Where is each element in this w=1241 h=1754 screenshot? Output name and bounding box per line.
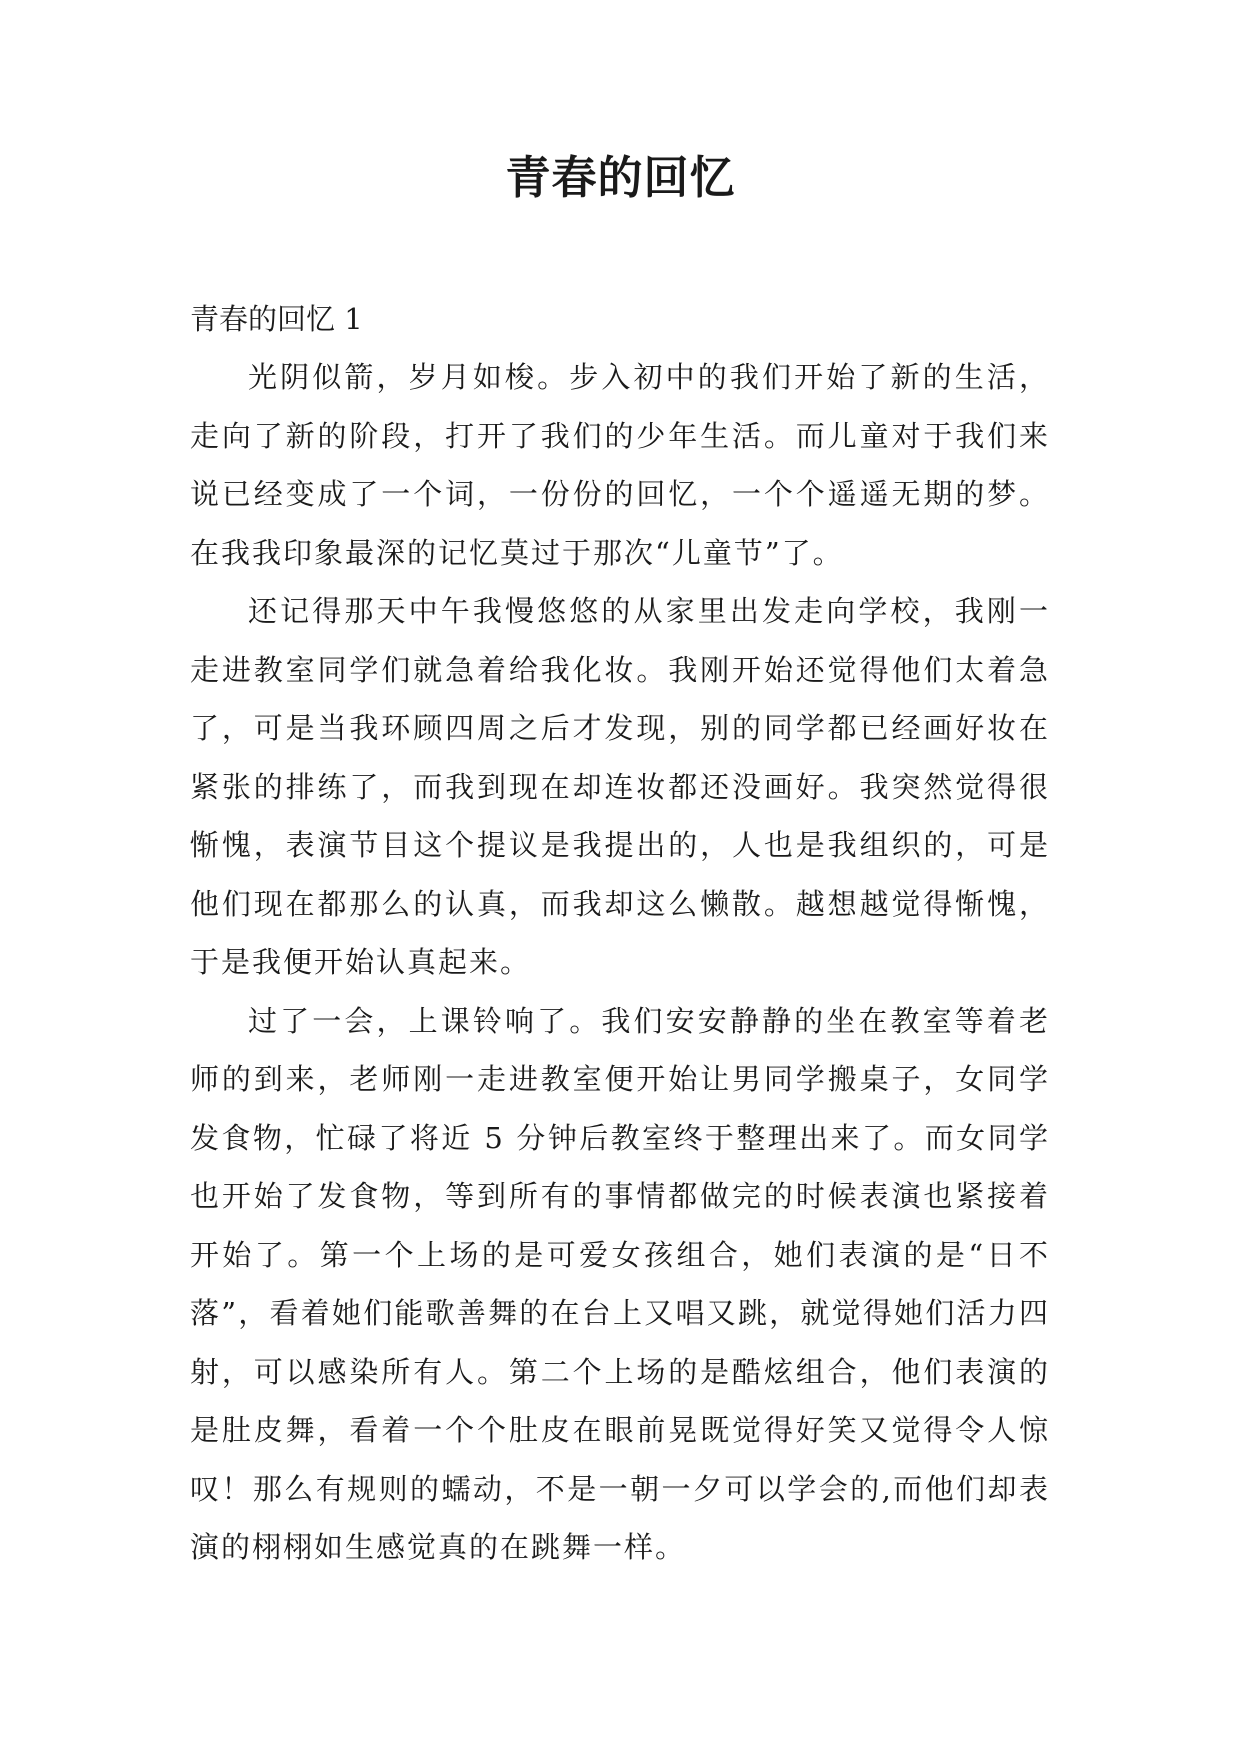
paragraph-2: 还记得那天中午我慢悠悠的从家里出发走向学校，我刚一走进教室同学们就急着给我化妆。我刚开始还觉得他们太着急了，可是当我环顾四周之后才发现，别的同学都已经画好妆在紧张的排练了，而我到现在却连妆都还没画好。我突然觉得很惭愧，表演节目这个提议是我提出的，人也是我组织的，可是他们现在都那么的认真，而我却这么懒散。越想越觉得惭愧，于是我便开始认真起来。 <box>190 594 1050 979</box>
section-heading: 青春的回忆 1 <box>190 302 363 336</box>
paragraph-1: 光阴似箭，岁月如梭。步入初中的我们开始了新的生活，走向了新的阶段，打开了我们的少年生活。而儿童对于我们来说已经变成了一个词，一份份的回忆，一个个遥遥无期的梦。在我我印象最深的记忆莫过于那次“儿童节”了。 <box>190 360 1050 570</box>
document-title: 青春的回忆 <box>505 151 736 204</box>
document-body <box>190 290 1050 1577</box>
paragraph-3: 过了一会，上课铃响了。我们安安静静的坐在教室等着老师的到来，老师刚一走进教室便开始让男同学搬桌子，女同学发食物，忙碌了将近 5 分钟后教室终于整理出来了。而女同学也开始了发食物，等到所有的事情都做完的时候表演也紧接着开始了。第一个上场的是可爱女孩组合，她们表演的是“日不落”，看着她们能歌善舞的在台上又唱又跳，就觉得她们活力四射，可以感染所有人。第二个上场的是酷炫组合，他们表演的是肚皮舞，看着一个个肚皮在眼前晃既觉得好笑又觉得令人惊叹！那么有规则的蠕动，不是一朝一夕可以学会的,而他们却表演的栩栩如生感觉真的在跳舞一样。 <box>190 1003 1050 1564</box>
